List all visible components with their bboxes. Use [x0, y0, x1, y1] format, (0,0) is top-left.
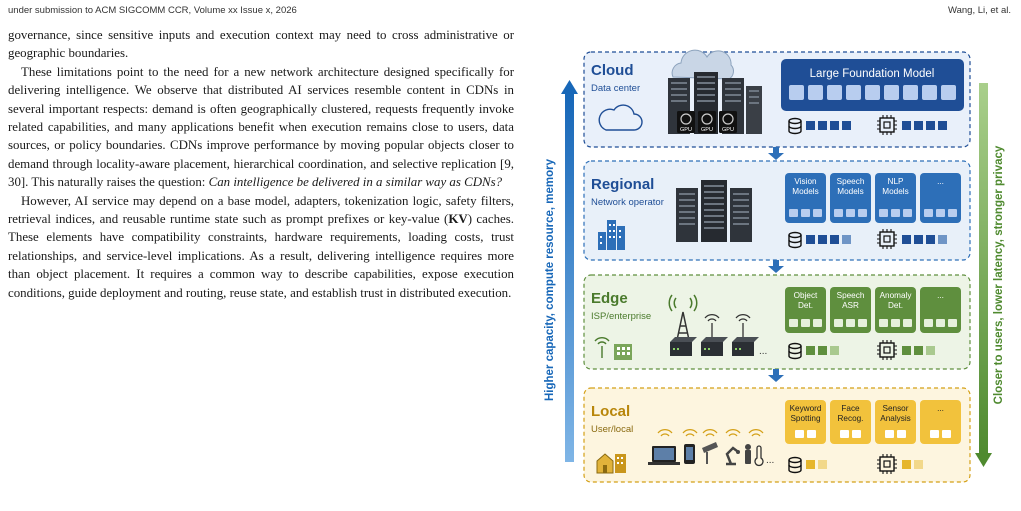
large-foundation-model-box: [781, 59, 964, 111]
model-tile: [858, 319, 867, 327]
model-label-1-0-1: Models: [792, 187, 819, 196]
left-arrow-label: Higher capacity, compute resource, memory: [544, 158, 556, 402]
edge-ellipsis: ...: [759, 346, 768, 357]
model-label-2-3-0: ...: [937, 291, 944, 300]
model-label-3-3-0: ...: [937, 404, 944, 413]
research-question: Can intelligence be delivered in a similar way as CDNs?: [208, 175, 503, 190]
model-tile: [834, 209, 843, 217]
tier-arrow-3: [768, 369, 784, 382]
paragraph-1: governance, since sensitive inputs and execution context may need to cross administrative or geographic boundaries.: [8, 28, 514, 61]
model-tile: [858, 209, 867, 217]
model-tile: [948, 209, 957, 217]
model-tile: [936, 209, 945, 217]
tier-cloud: [584, 50, 970, 147]
model-label-3-0-0: Keyword: [789, 404, 822, 413]
right-arrow-label: Closer to users, lower latency, stronger privacy: [993, 145, 1005, 405]
model-label-1-1-1: Models: [837, 187, 864, 196]
tier-local-title: Local: [591, 403, 631, 420]
model-tile: [801, 209, 810, 217]
model-label-2-1-0: Speech: [836, 291, 865, 300]
running-header-left: under submission to ACM SIGCOMM CCR, Volume xx Issue x, 2026: [8, 5, 297, 16]
tier-regional-subtitle: Network operator: [591, 197, 664, 208]
model-label-3-1-0: Face: [841, 404, 860, 413]
regional-servers-icon: [676, 180, 752, 242]
model-label-3-1-1: Recog.: [837, 414, 864, 423]
right-proximity-arrow: [975, 83, 1005, 467]
model-label-2-1-1: ASR: [842, 301, 859, 310]
gpu-label-3: GPU: [722, 127, 734, 133]
model-tile: [948, 319, 957, 327]
model-tile: [891, 209, 900, 217]
model-tile: [846, 209, 855, 217]
model-tile: [840, 430, 849, 438]
model-label-1-2-0: NLP: [887, 177, 904, 186]
model-tile: [885, 430, 894, 438]
model-tile: [795, 430, 804, 438]
model-tile: [807, 430, 816, 438]
tier-edge-title: Edge: [591, 290, 628, 307]
model-label-1-3-0: ...: [937, 177, 944, 186]
model-tile: [813, 319, 822, 327]
paragraph-3-end: ) caches. These elements have compatibility constraints, hardware requirements, loading costs, trust relationships, and service-level implications. As a result, delivering intelligence requires more than object placement. It requires a common way to describe capabilities, expose execution conditions, guide deployment and routing, reuse state, and establish trust in distributed execution.: [8, 212, 515, 300]
model-label-2-2-0: Anomaly: [879, 291, 912, 300]
model-tile: [879, 319, 888, 327]
model-tile: [852, 430, 861, 438]
tier-edge-subtitle: ISP/enterprise: [591, 311, 652, 322]
model-label-2-2-1: Det.: [887, 301, 904, 310]
paragraph-3-start: However, AI service may depend on a base model, adapters, tokenization logic, safety filters, retrieval indices, and reusable runtime state such as prompt prefixes or key-value (: [8, 193, 514, 227]
model-tile: [789, 319, 798, 327]
tier-cloud-subtitle: Data center: [591, 83, 641, 94]
model-label-1-2-1: Models: [882, 187, 909, 196]
gpu-card-1: [677, 111, 695, 133]
model-tile: [924, 319, 933, 327]
model-tile: [903, 319, 912, 327]
model-tile: [813, 209, 822, 217]
paragraph-2-text: These limitations point to the need for a new network architecture designed specifically for delivering intelligence. We observe that distributed AI services resemble content in CDNs in several important respects: demand is often geographically clustered, requests frequently invoke related capabilities, and many applications benefit when execution remains close to users, data sources, or policy boundaries. CDNs improve performance by moving popular objects closer to demand through locality-aware placement, hierarchical coordination, and selective replication [9, 30]. This naturally raises the question:: [8, 64, 514, 190]
kv-abbrev: KV: [448, 212, 468, 227]
gpu-label-1: GPU: [680, 127, 692, 133]
model-label-3-2-1: Analysis: [880, 414, 911, 423]
gpu-card-2: [698, 111, 716, 133]
local-ellipsis: ...: [766, 455, 775, 466]
model-label-1-0-0: Vision: [794, 177, 817, 186]
tier-cloud-title: Cloud: [591, 62, 634, 79]
model-tile: [846, 319, 855, 327]
model-tile: [930, 430, 939, 438]
gpu-card-3: [719, 111, 737, 133]
gpu-label-2: GPU: [701, 127, 713, 133]
tier-edge: [584, 275, 970, 369]
model-tile: [801, 319, 810, 327]
running-header-right: Wang, Li, et al.: [947, 5, 1011, 16]
large-foundation-model-label: Large Foundation Model: [809, 68, 935, 80]
model-label-2-0-1: Det.: [797, 301, 814, 310]
model-tile: [936, 319, 945, 327]
tier-arrow-1: [768, 147, 784, 160]
tier-regional: [584, 161, 970, 260]
model-label-1-1-0: Speech: [836, 177, 865, 186]
model-tile: [924, 209, 933, 217]
tier-local: [584, 388, 970, 482]
model-tile: [891, 319, 900, 327]
tier-regional-title: Regional: [591, 176, 655, 193]
tier-arrow-2: [768, 260, 784, 273]
model-label-2-0-0: Object: [793, 291, 818, 300]
model-tile: [897, 430, 906, 438]
model-tile: [789, 209, 798, 217]
model-tile: [834, 319, 843, 327]
model-label-3-2-0: Sensor: [882, 404, 909, 413]
left-capacity-arrow: [544, 80, 578, 462]
model-tile: [942, 430, 951, 438]
tier-local-subtitle: User/local: [591, 424, 634, 435]
model-label-3-0-1: Spotting: [790, 414, 821, 423]
model-tile: [879, 209, 888, 217]
model-tile: [903, 209, 912, 217]
